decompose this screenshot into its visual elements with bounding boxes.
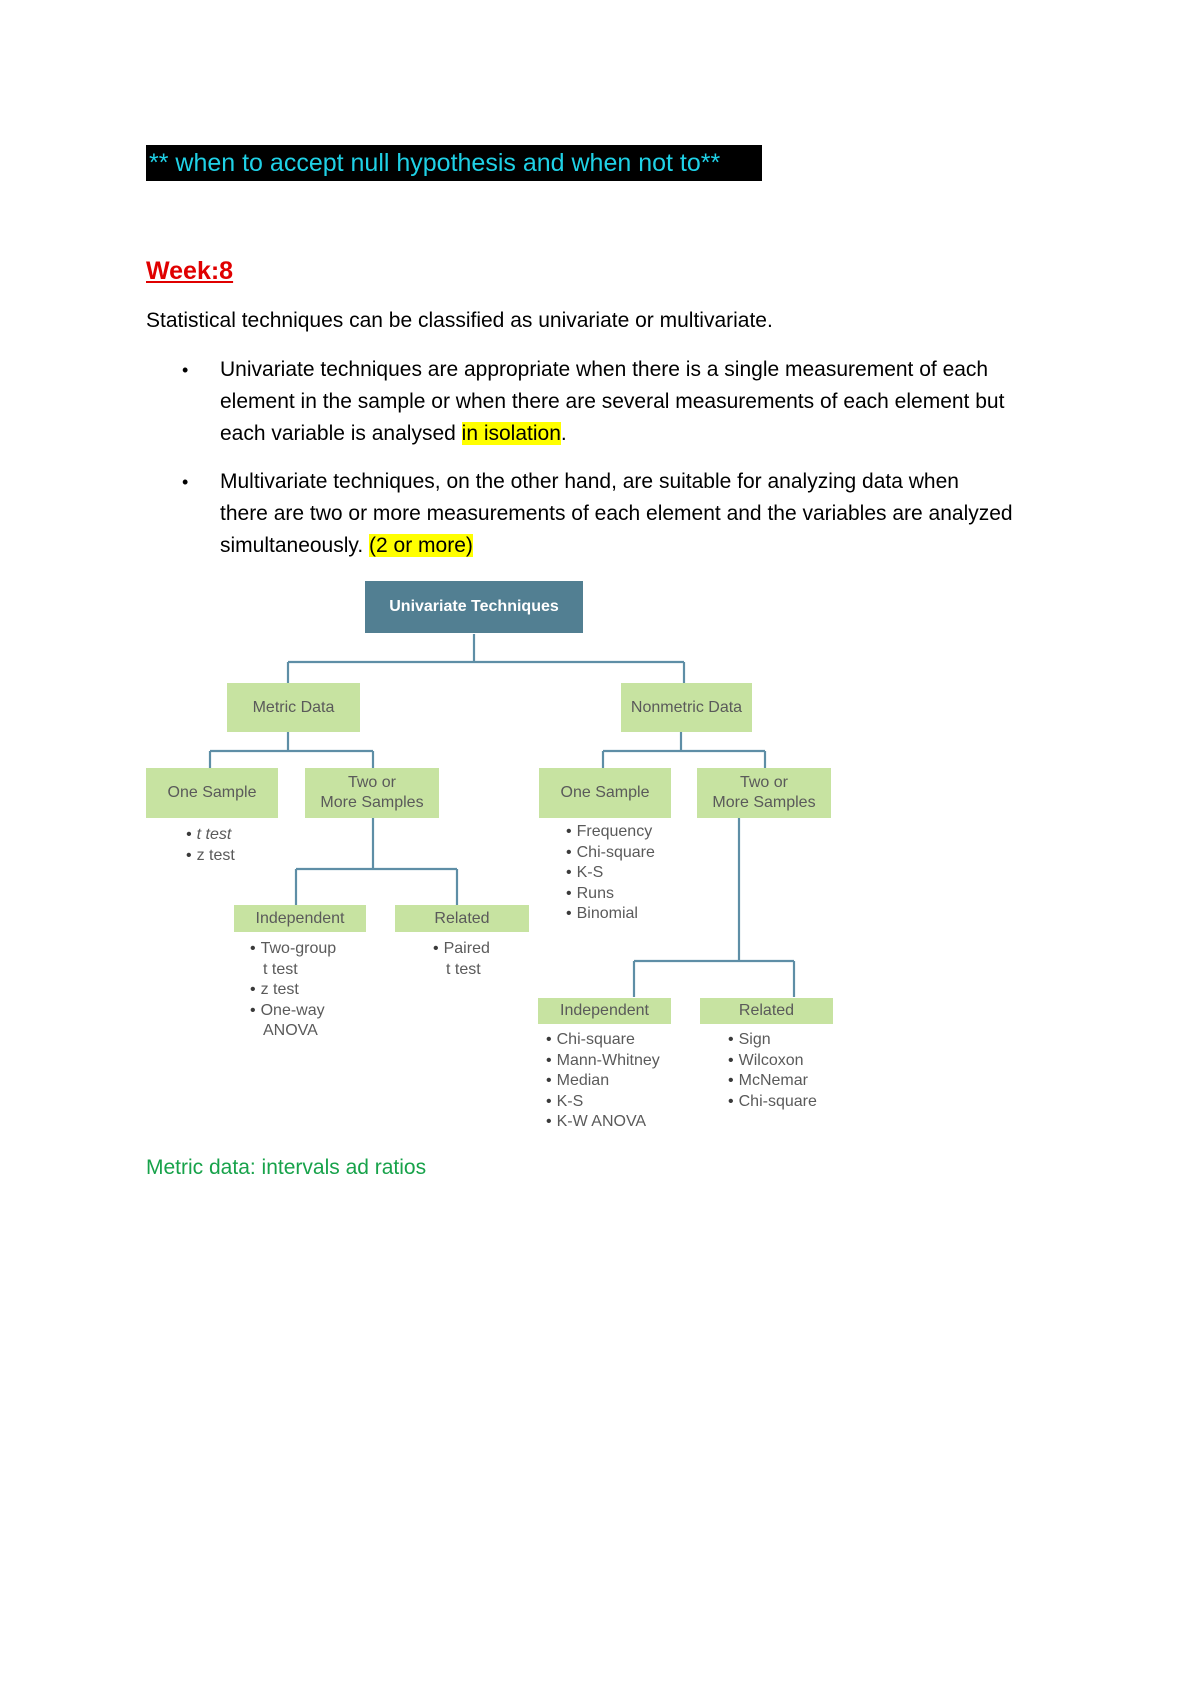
nonmetric-one-sample-box: One Sample — [539, 768, 671, 818]
bullet-line: Univariate techniques are appropriate when there is a single measurement of each — [220, 358, 989, 381]
metric-independent-box: Independent — [234, 905, 366, 932]
univariate-bullet — [146, 354, 1086, 450]
connector-root — [288, 634, 684, 683]
bullet-line: there are two or more measurements of each element and the variables are analyzed — [220, 502, 1013, 525]
technique-bullet-list — [146, 354, 1086, 578]
test-item: • K-W ANOVA — [546, 1112, 660, 1133]
metric-one-sample-tests — [186, 825, 235, 866]
test-item: • Binomial — [566, 904, 655, 925]
bullet-icon: • — [182, 360, 189, 380]
metric-data-note: Metric data: intervals ad ratios — [146, 1156, 427, 1179]
nonmetric-one-sample-tests — [566, 822, 655, 925]
test-item: • K-S — [566, 863, 655, 884]
bullet-line — [220, 530, 1086, 562]
test-item-continued: ANOVA — [263, 1022, 318, 1039]
nonmetric-related-box: Related — [700, 998, 833, 1024]
bullet-line: Multivariate techniques, on the other hand, are suitable for analyzing data when — [220, 470, 959, 493]
metric-related-tests — [433, 939, 490, 980]
metric-data-box: Metric Data — [227, 683, 360, 732]
nonmetric-related-tests — [728, 1030, 817, 1112]
test-item: • z test — [186, 846, 235, 867]
nonmetric-data-box: Nonmetric Data — [621, 683, 752, 732]
univariate-techniques-box: Univariate Techniques — [365, 581, 583, 633]
box-line: More Samples — [712, 794, 816, 811]
test-item: • Wilcoxon — [728, 1051, 817, 1072]
bullet-text: simultaneously. — [220, 534, 370, 557]
test-item: • Median — [546, 1071, 660, 1092]
week-heading: Week:8 — [146, 257, 234, 285]
intro-paragraph: Statistical techniques can be classified as univariate or multivariate. — [146, 309, 773, 332]
connector-metric-two — [296, 818, 457, 905]
test-item: • Chi-square — [566, 843, 655, 864]
test-item: • Sign — [728, 1030, 817, 1051]
metric-related-box: Related — [395, 905, 529, 932]
test-item-continued: t test — [446, 960, 481, 978]
box-line: More Samples — [320, 794, 424, 811]
connector-nonmetric — [603, 732, 765, 768]
test-item: • Paired — [433, 939, 490, 960]
metric-independent-tests — [250, 939, 336, 1042]
connector-nonmetric-two — [634, 818, 794, 997]
bullet-icon: • — [182, 472, 189, 492]
hypothesis-banner: ** when to accept null hypothesis and when not to** — [146, 145, 762, 181]
bullet-text: . — [560, 422, 567, 445]
highlighted-text: in isolation — [461, 422, 561, 445]
test-item: • z test — [250, 980, 336, 1001]
test-item: • K-S — [546, 1092, 660, 1113]
metric-two-samples-box — [305, 768, 439, 818]
test-item: • One-way — [250, 1001, 336, 1022]
bullet-text: each variable is analysed — [220, 422, 462, 445]
connector-metric — [210, 732, 373, 768]
highlighted-text: (2 or more) — [369, 534, 473, 557]
test-item: • Frequency — [566, 822, 655, 843]
nonmetric-two-samples-box — [697, 768, 831, 818]
bullet-line — [220, 418, 1086, 450]
nonmetric-independent-tests — [546, 1030, 660, 1133]
test-item: • Chi-square — [728, 1092, 817, 1113]
test-item: • Mann-Whitney — [546, 1051, 660, 1072]
box-line: Two or — [347, 774, 396, 791]
test-item-continued: t test — [263, 960, 298, 978]
test-item: • Runs — [566, 884, 655, 905]
metric-one-sample-box: One Sample — [146, 768, 278, 818]
test-item: • Two-group — [250, 939, 336, 960]
multivariate-bullet — [146, 466, 1086, 562]
test-item: • Chi-square — [546, 1030, 660, 1051]
bullet-line: element in the sample or when there are several measurements of each element but — [220, 390, 1005, 413]
test-item: • t test — [186, 825, 235, 846]
nonmetric-independent-box: Independent — [538, 998, 671, 1024]
test-item: • McNemar — [728, 1071, 817, 1092]
box-line: Two or — [739, 774, 788, 791]
